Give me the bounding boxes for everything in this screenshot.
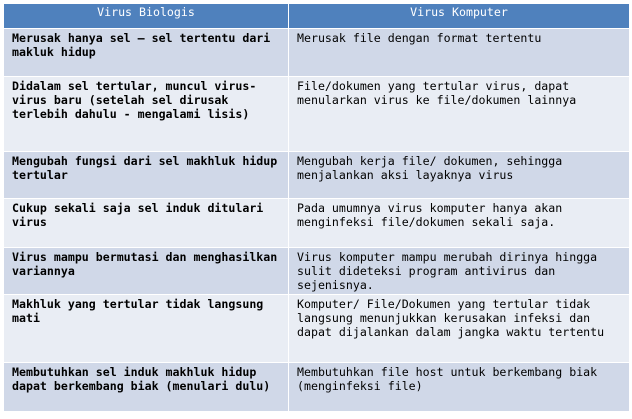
table-row bbox=[4, 363, 630, 412]
cell-komputer: Virus komputer mampu merubah dirinya hingga sulit dideteksi program antivirus dan sejenisnya. bbox=[289, 248, 630, 295]
cell-komputer: Pada umumnya virus komputer hanya akan menginfeksi file/dokumen sekali saja. bbox=[289, 199, 630, 248]
table-row bbox=[4, 199, 630, 248]
table-header-row bbox=[4, 4, 630, 29]
cell-biologis: Merusak hanya sel – sel tertentu dari makluk hidup bbox=[4, 29, 289, 77]
cell-komputer: Merusak file dengan format tertentu bbox=[289, 29, 630, 77]
table-row bbox=[4, 77, 630, 152]
cell-komputer: Mengubah kerja file/ dokumen, sehingga menjalankan aksi layaknya virus bbox=[289, 152, 630, 199]
cell-komputer: Membutuhkan file host untuk berkembang biak (menginfeksi file) bbox=[289, 363, 630, 412]
table-row bbox=[4, 248, 630, 295]
table-row bbox=[4, 295, 630, 363]
cell-komputer: Komputer/ File/Dokumen yang tertular tidak langsung menunjukkan kerusakan infeksi dan dapat dijalankan dalam jangka waktu tertentu bbox=[289, 295, 630, 363]
cell-biologis: Mengubah fungsi dari sel makhluk hidup tertular bbox=[4, 152, 289, 199]
cell-biologis: Cukup sekali saja sel induk ditulari virus bbox=[4, 199, 289, 248]
table-row bbox=[4, 152, 630, 199]
cell-komputer: File/dokumen yang tertular virus, dapat menularkan virus ke file/dokumen lainnya bbox=[289, 77, 630, 152]
header-virus-komputer: Virus Komputer bbox=[289, 4, 630, 29]
header-virus-biologis: Virus Biologis bbox=[4, 4, 289, 29]
comparison-table bbox=[3, 3, 630, 412]
cell-biologis: Virus mampu bermutasi dan menghasilkan variannya bbox=[4, 248, 289, 295]
cell-biologis: Makhluk yang tertular tidak langsung mati bbox=[4, 295, 289, 363]
cell-biologis: Didalam sel tertular, muncul virus-virus baru (setelah sel dirusak terlebih dahulu - mengalami lisis) bbox=[4, 77, 289, 152]
table-row bbox=[4, 29, 630, 77]
cell-biologis: Membutuhkan sel induk makhluk hidup dapat berkembang biak (menulari dulu) bbox=[4, 363, 289, 412]
